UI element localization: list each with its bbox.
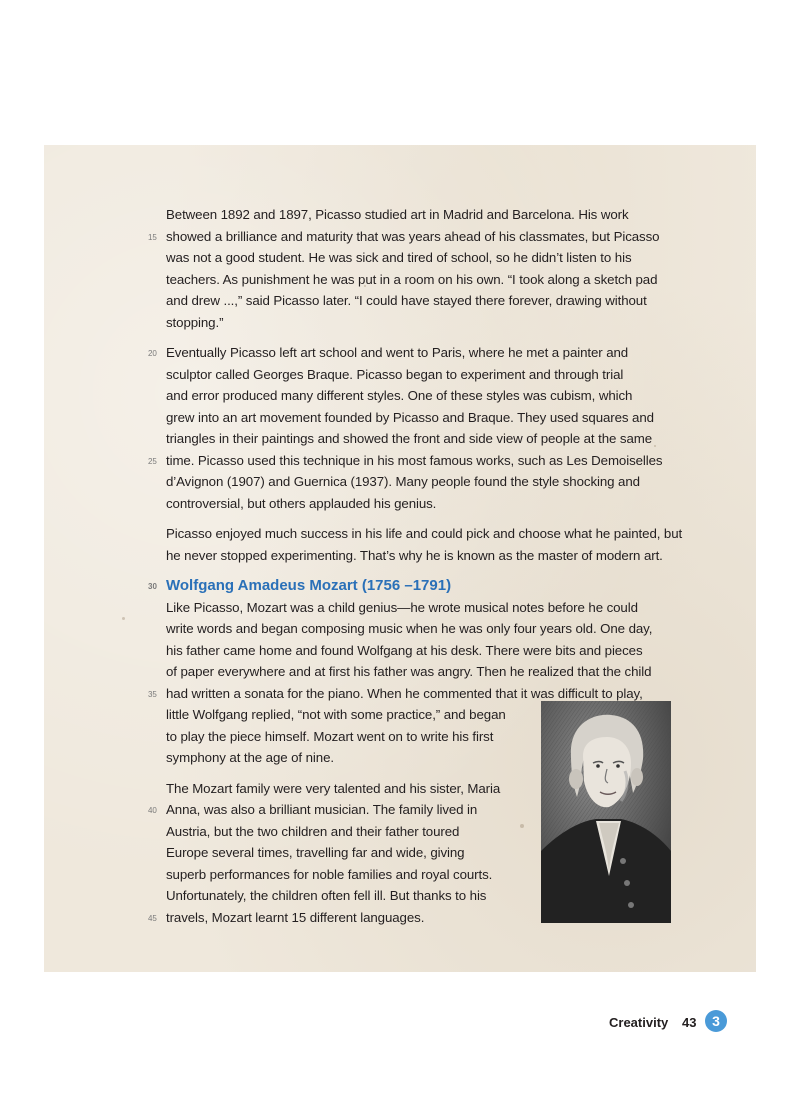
line-text: Europe several times, travelling far and wide, giving	[166, 845, 465, 860]
line-text: write words and began composing music when he was only four years old. One day,	[166, 621, 653, 636]
line-text: showed a brilliance and maturity that was years ahead of his classmates, but Picasso	[166, 228, 660, 244]
text-line	[166, 385, 680, 407]
text-line	[148, 226, 680, 248]
line-text: controversial, but others applauded his genius.	[166, 495, 437, 511]
text-line	[166, 661, 680, 683]
chapter-number-badge: 3	[705, 1010, 727, 1032]
line-text: of paper everywhere and at first his father was angry. Then he realized that the child	[166, 664, 652, 679]
line-text: he never stopped experimenting. That’s why he is known as the master of modern art.	[166, 547, 663, 563]
line-text: his father came home and found Wolfgang at his desk. There were bits and pieces	[166, 642, 643, 658]
line-text: little Wolfgang replied, “not with some practice,” and began	[166, 707, 506, 722]
line-text: Picasso enjoyed much success in his life and could pick and choose what he painted, but	[166, 526, 683, 541]
text-line	[166, 290, 680, 312]
line-text: travels, Mozart learnt 15 different languages.	[166, 909, 425, 925]
text-line	[166, 269, 680, 291]
text-line	[166, 247, 680, 269]
line-text: The Mozart family were very talented and his sister, Maria	[166, 780, 501, 796]
line-text: Unfortunately, the children often fell ill. But thanks to his	[166, 888, 487, 903]
text-line	[166, 726, 526, 748]
line-text: d’Avignon (1907) and Guernica (1937). Many people found the style shocking and	[166, 474, 640, 489]
line-text: Like Picasso, Mozart was a child genius—he wrote musical notes before he could	[166, 599, 638, 615]
paragraph-2	[148, 342, 680, 514]
text-line	[166, 821, 526, 843]
text-line	[166, 864, 526, 886]
paper-speck	[122, 617, 125, 620]
line-text: stopping.”	[166, 314, 224, 330]
text-line	[166, 747, 526, 769]
line-text: had written a sonata for the piano. When he commented that it was difficult to play,	[166, 685, 643, 701]
text-line	[166, 407, 680, 429]
text-line	[148, 342, 680, 364]
line-text: Anna, was also a brilliant musician. The family lived in	[166, 802, 478, 817]
line-text: superb performances for noble families and royal courts.	[166, 866, 493, 882]
line-text: Austria, but the two children and their father toured	[166, 823, 460, 839]
mozart-portrait	[541, 701, 671, 923]
footer-section-label: Creativity	[609, 1015, 669, 1030]
text-line	[148, 799, 526, 821]
page-number: 43	[682, 1015, 697, 1030]
text-line	[166, 312, 680, 334]
line-number: 40	[148, 806, 157, 815]
section-heading-text: Wolfgang Amadeus Mozart (1756 –1791)	[166, 577, 452, 594]
line-text: to play the piece himself. Mozart went on to write his first	[166, 728, 494, 744]
text-line	[148, 450, 680, 472]
text-line	[166, 471, 680, 493]
line-text: teachers. As punishment he was put in a room on his own. “I took along a sketch pad	[166, 271, 658, 287]
line-text: symphony at the age of nine.	[166, 750, 334, 765]
text-line	[166, 204, 680, 226]
paragraph-3	[166, 523, 683, 566]
line-text: time. Picasso used this technique in his most famous works, such as Les Demoiselles	[166, 452, 663, 468]
portrait-engraving	[541, 701, 671, 923]
text-line	[166, 545, 680, 567]
line-text: and error produced many different styles. One of these styles was cubism, which	[166, 388, 633, 403]
text-line	[166, 428, 680, 450]
line-number: 15	[148, 232, 157, 242]
text-line	[166, 842, 526, 864]
paragraph-1	[148, 204, 680, 333]
line-number: 30	[148, 582, 157, 591]
line-number: 45	[148, 913, 157, 923]
line-text: triangles in their paintings and showed the front and side view of people at the same	[166, 431, 653, 446]
text-line	[166, 885, 526, 907]
line-number: 20	[148, 349, 157, 358]
text-line	[166, 597, 680, 619]
line-text: sculptor called Georges Braque. Picasso began to experiment and through trial	[166, 366, 624, 382]
line-text: grew into an art movement founded by Picasso and Braque. They used squares and	[166, 409, 654, 425]
text-line	[166, 640, 680, 662]
line-text: was not a good student. He was sick and tired of school, so he didn’t listen to his	[166, 250, 632, 265]
line-text: Between 1892 and 1897, Picasso studied art in Madrid and Barcelona. His work	[166, 207, 629, 222]
text-line	[166, 523, 683, 545]
text-line	[166, 618, 680, 640]
line-text: and drew ...,” said Picasso later. “I could have stayed there forever, drawing without	[166, 293, 647, 308]
section-heading	[148, 575, 680, 597]
text-line	[166, 493, 680, 515]
text-line	[148, 907, 526, 929]
line-text: Eventually Picasso left art school and went to Paris, where he met a painter and	[166, 345, 629, 360]
text-line	[166, 704, 526, 726]
text-line	[166, 364, 680, 386]
line-number: 25	[148, 456, 157, 466]
line-number: 35	[148, 689, 157, 699]
text-line	[166, 778, 526, 800]
